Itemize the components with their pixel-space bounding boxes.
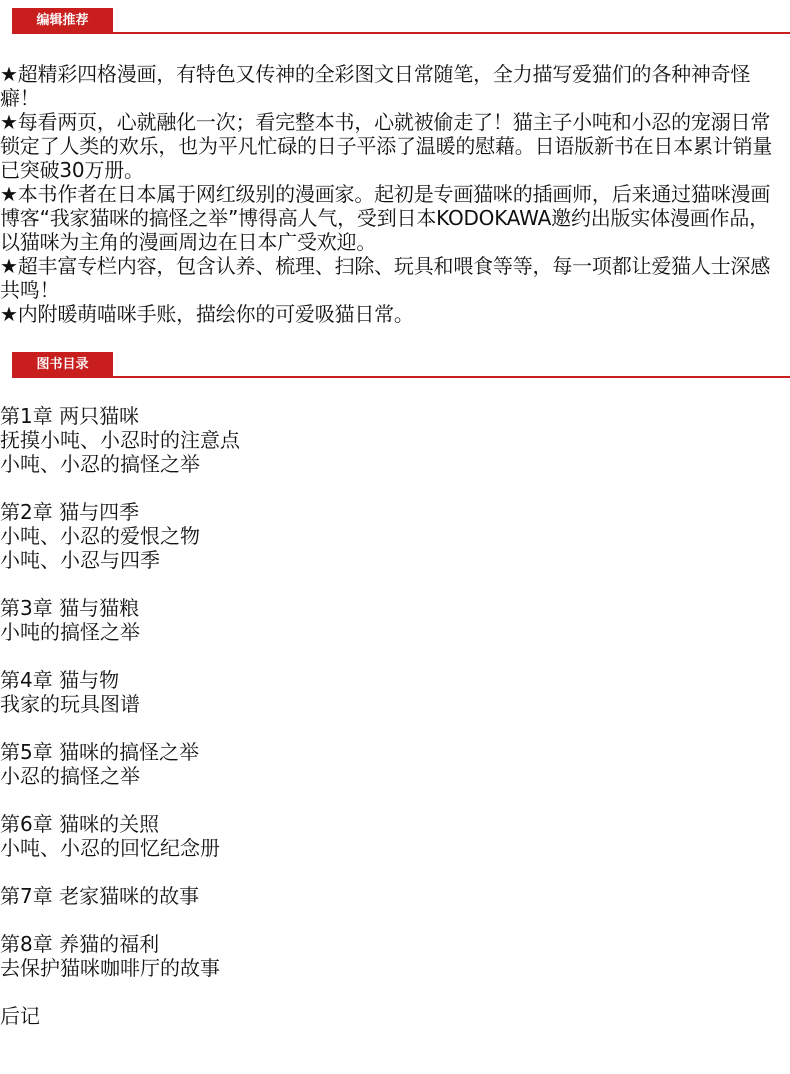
blurb-paragraph: ★内附暖萌喵咪手账，描绘你的可爱吸猫日常。 — [0, 302, 414, 326]
toc-chapter — [0, 500, 790, 572]
toc-chapter-item: 抚摸小吨、小忍时的注意点 — [0, 428, 240, 452]
section-divider — [12, 376, 790, 378]
toc-chapter-title: 第5章 猫咪的搞怪之举 — [0, 740, 200, 764]
blurb-paragraph: ★超精彩四格漫画，有特色又传神的全彩图文日常随笔，全力描写爱猫们的各种神奇怪癖！ — [0, 62, 751, 110]
toc-chapter — [0, 932, 790, 980]
toc-chapter — [0, 1004, 790, 1028]
recommend-blurbs — [0, 62, 790, 326]
toc-chapter — [0, 668, 790, 716]
toc-chapter — [0, 596, 790, 644]
toc-chapter — [0, 812, 790, 860]
toc-section-header — [0, 344, 790, 378]
blurb-paragraph: ★本书作者在日本属于网红级别的漫画家。起初是专画猫咪的插画师，后来通过猫咪漫画博客“我家猫咪的搞怪之举”博得高人气，受到日本KODOKAWA邀约出版实体漫画作品，以猫咪为主角的漫画周边在日本广受欢迎。 — [0, 182, 771, 254]
toc-chapter-item: 小吨、小忍的回忆纪念册 — [0, 836, 220, 860]
toc-chapter-item: 小吨、小忍与四季 — [0, 548, 160, 572]
toc-chapter-title: 第2章 猫与四季 — [0, 500, 140, 524]
table-of-contents — [0, 404, 790, 1028]
section-divider — [12, 32, 790, 34]
toc-chapter-item: 小吨、小忍的爱恨之物 — [0, 524, 200, 548]
blurb-paragraph: ★超丰富专栏内容，包含认养、梳理、扫除、玩具和喂食等等，每一项都让爱猫人士深感共鸣！ — [0, 254, 771, 302]
blurb-paragraph: ★每看两页，心就融化一次；看完整本书，心就被偷走了！猫主子小吨和小忍的宠溺日常锁定了人类的欢乐，也为平凡忙碌的日子平添了温暖的慰藉。日语版新书在日本累计销量已突破30万册。 — [0, 110, 773, 182]
toc-chapter-title: 第4章 猫与物 — [0, 668, 120, 692]
toc-chapter-title: 第7章 老家猫咪的故事 — [0, 884, 200, 908]
toc-chapter-title: 后记 — [0, 1004, 40, 1028]
toc-section-label: 图书目录 — [12, 352, 113, 378]
toc-chapter-item: 小吨的搞怪之举 — [0, 620, 140, 644]
toc-chapter-title: 第8章 养猫的福利 — [0, 932, 160, 956]
toc-chapter-title: 第6章 猫咪的关照 — [0, 812, 160, 836]
toc-chapter — [0, 404, 790, 476]
toc-chapter-item: 我家的玩具图谱 — [0, 692, 140, 716]
toc-chapter-item: 小忍的搞怪之举 — [0, 764, 140, 788]
toc-chapter-title: 第1章 两只猫咪 — [0, 404, 140, 428]
toc-chapter-item: 小吨、小忍的搞怪之举 — [0, 452, 200, 476]
toc-chapter — [0, 884, 790, 908]
recommend-section-label: 编辑推荐 — [12, 8, 113, 34]
toc-chapter-item: 去保护猫咪咖啡厅的故事 — [0, 956, 220, 980]
toc-chapter-title: 第3章 猫与猫粮 — [0, 596, 140, 620]
toc-chapter — [0, 740, 790, 788]
recommend-section-header — [0, 0, 790, 34]
